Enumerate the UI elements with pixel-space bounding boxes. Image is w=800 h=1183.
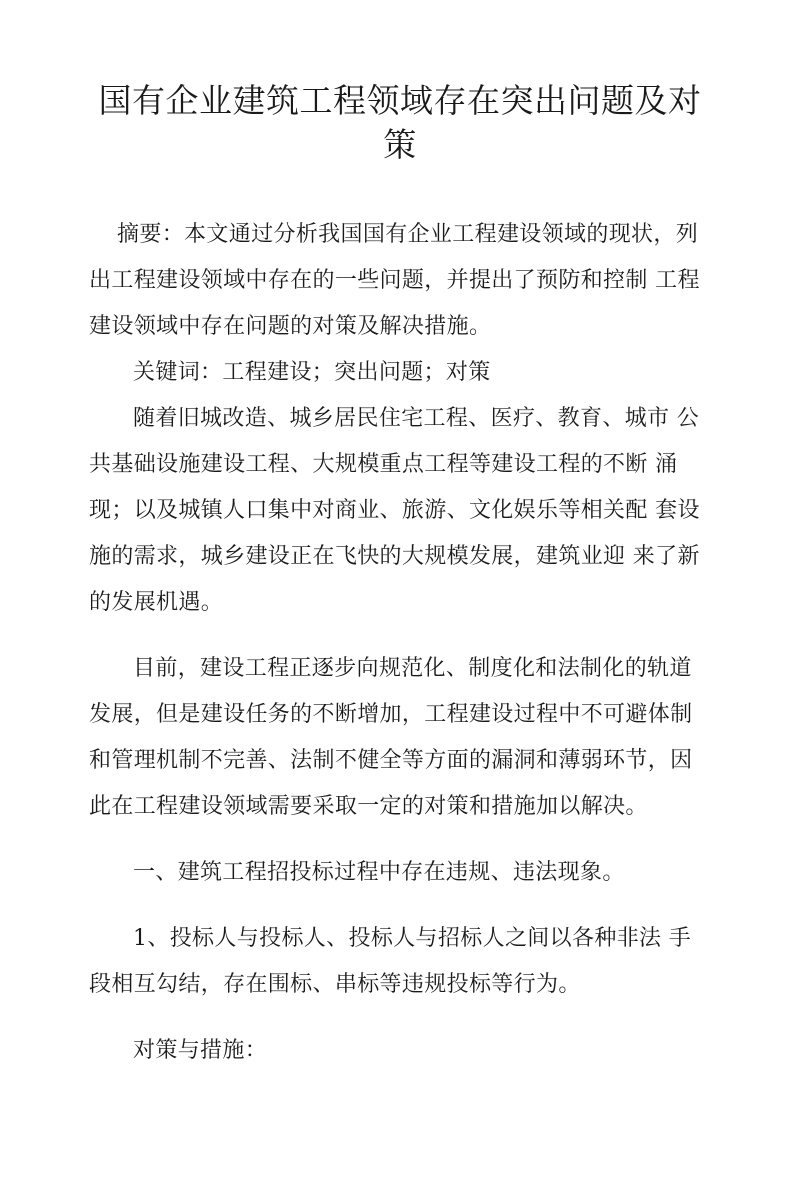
measures-label: 对策与措施： — [133, 1038, 268, 1063]
paragraph-1-line-5: 的发展机遇。 — [89, 590, 224, 615]
paragraph-2-line-1: 目前，建设工程正逐步向规范化、制度化和法制化的轨道 — [133, 656, 692, 681]
document-title-line-2: 策 — [383, 125, 417, 164]
keywords-line: 关键词：工程建设；突出问题；对策 — [133, 360, 491, 385]
item-1-line-1: 1、投标人与投标人、投标人与招标人之间以各种非法 手 — [133, 926, 692, 951]
paragraph-2-line-3: 和管理机制不完善、法制不健全等方面的漏洞和薄弱环节，因 — [89, 748, 693, 773]
paragraph-1-line-4: 施的需求，城乡建设正在飞快的大规模发展，建筑业迎 来了新 — [89, 544, 700, 569]
abstract-line-1: 摘要：本文通过分析我国国有企业工程建设领域的现状，列 — [117, 222, 699, 247]
document-title-line-1: 国有企业建筑工程领域存在突出问题及对 — [98, 81, 702, 120]
paragraph-2-line-4: 此在工程建设领域需要采取一定的对策和措施加以解决。 — [89, 794, 648, 819]
paragraph-1-line-2: 共基础设施建设工程、大规模重点工程等建设工程的不断 涌 — [89, 452, 678, 477]
section-1-heading: 一、建筑工程招投标过程中存在违规、违法现象。 — [133, 860, 625, 885]
paragraph-1-line-3: 现；以及城镇人口集中对商业、旅游、文化娱乐等相关配 套设 — [89, 498, 700, 523]
abstract-line-3: 建设领域中存在问题的对策及解决措施。 — [89, 314, 492, 339]
abstract-line-2: 出工程建设领域中存在的一些问题，并提出了预防和控制 工程 — [89, 268, 700, 293]
item-1-line-2: 段相互勾结，存在围标、串标等违规投标等行为。 — [89, 972, 581, 997]
paragraph-1-line-1: 随着旧城改造、城乡居民住宅工程、医疗、教育、城市 公 — [133, 406, 700, 431]
paragraph-2-line-2: 发展，但是建设任务的不断增加，工程建设过程中不可避体制 — [89, 702, 693, 727]
